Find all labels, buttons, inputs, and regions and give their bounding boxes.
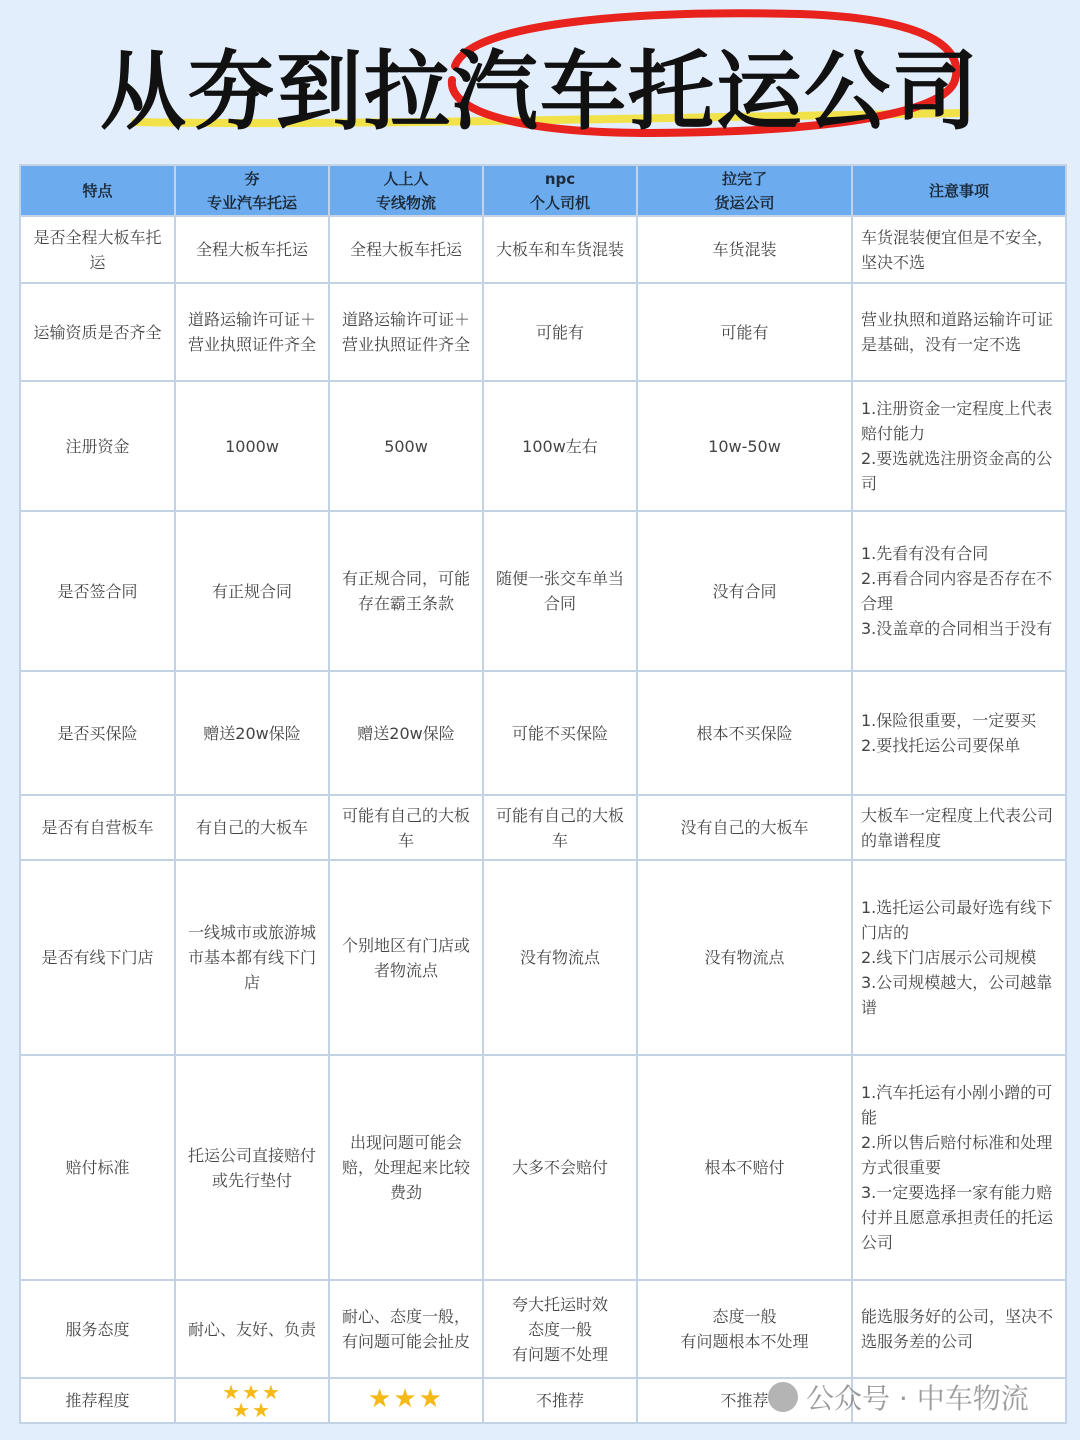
header-cell [329,165,483,216]
note-cell: 1.保险很重要，一定要买 2.要找托运公司要保单 [852,671,1066,795]
wechat-icon [768,1382,798,1412]
table-row [20,216,1066,283]
table-row [20,381,1066,511]
page-title: 从夯到拉汽车托运公司 [100,42,980,142]
value-cell: 有自己的大板车 [175,795,329,860]
value-cell: 耐心、态度一般，有问题可能会扯皮 [329,1280,483,1378]
star-rating-five [186,1379,318,1422]
watermark-text: 公众号 · 中车物流 [806,1382,1029,1415]
value-cell: 根本不赔付 [637,1055,852,1280]
header-title: 特点 [82,181,113,200]
star-rating [175,1378,329,1423]
feature-cell: 是否有自营板车 [20,795,175,860]
header-subtitle: 个人司机 [529,193,590,212]
value-cell: 道路运输许可证＋营业执照证件齐全 [175,283,329,381]
header-cell [20,165,175,216]
feature-cell: 推荐程度 [20,1378,175,1423]
note-cell: 1.注册资金一定程度上代表赔付能力 2.要选就选注册资金高的公司 [852,381,1066,511]
table-row [20,283,1066,381]
value-cell: 可能有 [483,283,637,381]
value-cell: 100w左右 [483,381,637,511]
star-icon: ★★★ [222,1379,282,1404]
value-cell: 道路运输许可证＋营业执照证件齐全 [329,283,483,381]
header-cell [483,165,637,216]
table-row [20,671,1066,795]
value-cell: 个别地区有门店或者物流点 [329,860,483,1055]
feature-cell: 是否全程大板车托运 [20,216,175,283]
value-cell: 500w [329,381,483,511]
value-cell: 态度一般 有问题根本不处理 [637,1280,852,1378]
value-cell: 全程大板车托运 [175,216,329,283]
value-cell: 耐心、友好、负责 [175,1280,329,1378]
feature-cell: 注册资金 [20,381,175,511]
note-cell: 车货混装便宜但是不安全，坚决不选 [852,216,1066,283]
table-row [20,511,1066,671]
value-cell: 托运公司直接赔付或先行垫付 [175,1055,329,1280]
value-cell: 有正规合同，可能存在霸王条款 [329,511,483,671]
value-cell: 赠送20w保险 [329,671,483,795]
value-cell: 有正规合同 [175,511,329,671]
value-cell: 可能不买保险 [483,671,637,795]
note-cell: 大板车一定程度上代表公司的靠谱程度 [852,795,1066,860]
feature-cell: 是否买保险 [20,671,175,795]
value-cell: 没有自己的大板车 [637,795,852,860]
star-icon: ★★★ [368,1383,444,1414]
star-rating [329,1378,483,1423]
comparison-table [19,164,1067,1424]
feature-cell: 运输资质是否齐全 [20,283,175,381]
star-icon: ★★ [232,1397,272,1422]
value-cell: 可能有自己的大板车 [483,795,637,860]
value-cell: 1000w [175,381,329,511]
value-cell: 随便一张交车单当合同 [483,511,637,671]
value-cell: 可能有 [637,283,852,381]
title-area [0,0,1080,160]
header-title: 注意事项 [928,181,989,200]
table-row [20,1055,1066,1280]
value-cell: 出现问题可能会赔，处理起来比较费劲 [329,1055,483,1280]
value-cell: 夸大托运时效 态度一般 有问题不处理 [483,1280,637,1378]
header-subtitle: 专线物流 [375,193,436,212]
note-cell: 营业执照和道路运输许可证是基础，没有一定不选 [852,283,1066,381]
value-cell: 大多不会赔付 [483,1055,637,1280]
header-title: 夯 [244,169,260,188]
value-cell: 没有物流点 [483,860,637,1055]
value-cell: 10w-50w [637,381,852,511]
note-cell: 能选服务好的公司，坚决不选服务差的公司 [852,1280,1066,1378]
value-cell: 车货混装 [637,216,852,283]
feature-cell: 是否有线下门店 [20,860,175,1055]
table-row [20,860,1066,1055]
value-cell: 可能有自己的大板车 [329,795,483,860]
note-cell: 1.先看有没有合同 2.再看合同内容是否存在不合理 3.没盖章的合同相当于没有 [852,511,1066,671]
note-cell: 1.汽车托运有小剐小蹭的可能 2.所以售后赔付标准和处理方式很重要 3.一定要选择一家有能力赔付并且愿意承担责任的托运公司 [852,1055,1066,1280]
watermark [768,1374,1029,1420]
header-cell [637,165,852,216]
header-cell [175,165,329,216]
value-cell: 大板车和车货混装 [483,216,637,283]
header-subtitle: 货运公司 [714,193,775,212]
value-cell: 不推荐 [483,1378,637,1423]
header-cell [852,165,1066,216]
value-cell: 全程大板车托运 [329,216,483,283]
feature-cell: 是否签合同 [20,511,175,671]
value-cell: 根本不买保险 [637,671,852,795]
feature-cell: 服务态度 [20,1280,175,1378]
table-row [20,795,1066,860]
header-title: 拉完了 [721,169,767,188]
header-title: npc [544,169,576,188]
header-subtitle: 专业汽车托运 [206,193,297,212]
note-cell: 1.选托运公司最好选有线下门店的 2.线下门店展示公司规模 3.公司规模越大，公司越靠谱 [852,860,1066,1055]
table-header-row [20,165,1066,216]
table-row [20,1280,1066,1378]
feature-cell: 赔付标准 [20,1055,175,1280]
value-cell: 没有物流点 [637,860,852,1055]
value-cell: 赠送20w保险 [175,671,329,795]
header-title: 人上人 [383,169,429,188]
value-cell: 没有合同 [637,511,852,671]
value-cell: 一线城市或旅游城市基本都有线下门店 [175,860,329,1055]
value-cell: 不推荐 [637,1378,852,1423]
